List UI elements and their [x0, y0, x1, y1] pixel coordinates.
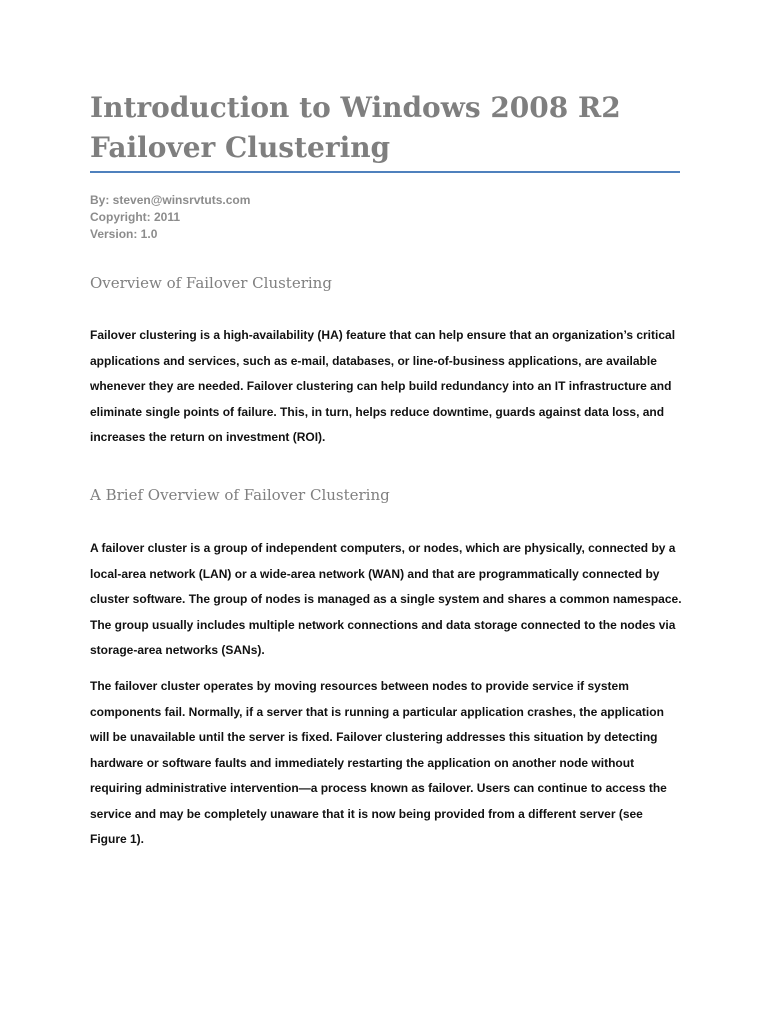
- paragraph-failover-cluster: [90, 536, 690, 664]
- document-meta: [90, 192, 250, 243]
- document-title: [90, 88, 690, 168]
- paragraph-line: service and may be completely unaware that it is now being provided from a different server (see: [90, 806, 643, 821]
- paragraph-line: will be unavailable until the server is fixed. Failover clustering addresses this situation by detecting: [90, 730, 658, 744]
- title-underline: [90, 171, 680, 173]
- paragraph-failover-operation: [90, 674, 690, 853]
- paragraph-line: local-area network (LAN) or a wide-area network (WAN) and that are programmatically connected by: [90, 566, 660, 581]
- paragraph-line: whenever they are needed. Failover clustering can help build redundancy into an IT infrastructure and: [90, 379, 672, 393]
- paragraph-overview: [90, 323, 690, 451]
- paragraph-line: A failover cluster is a group of independent computers, or nodes, which are physically, connected by a: [90, 541, 676, 555]
- paragraph-line: Failover clustering is a high-availability (HA) feature that can help ensure that an organization’s critical: [90, 328, 676, 342]
- paragraph-line: cluster software. The group of nodes is managed as a single system and shares a common namespace.: [90, 592, 682, 606]
- version-line: Version: 1.0: [90, 227, 158, 241]
- paragraph-line: The group usually includes multiple network connections and data storage connected to the nodes via: [90, 617, 676, 632]
- paragraph-line: increases the return on investment (ROI).: [90, 430, 326, 444]
- paragraph-line: requiring administrative intervention—a process known as failover. Users can continue to access the: [90, 781, 667, 795]
- paragraph-line: eliminate single points of failure. This, in turn, helps reduce downtime, guards against data loss, and: [90, 404, 665, 419]
- title-line-1: Introduction to Windows 2008 R2: [90, 91, 621, 124]
- paragraph-line: storage-area networks (SANs).: [90, 643, 265, 657]
- section-heading-overview: Overview of Failover Clustering: [90, 274, 332, 292]
- author-line: By: steven@winsrvtuts.com: [90, 193, 251, 207]
- paragraph-line: applications and services, such as e-mail, databases, or line-of-business applications, are available: [90, 353, 657, 368]
- section-heading-brief-overview: A Brief Overview of Failover Clustering: [90, 486, 390, 504]
- copyright-line: Copyright: 2011: [90, 210, 181, 224]
- paragraph-line: Figure 1).: [90, 832, 145, 846]
- paragraph-line: The failover cluster operates by moving resources between nodes to provide service if system: [90, 679, 629, 693]
- paragraph-line: components fail. Normally, if a server that is running a particular application crashes, the application: [90, 704, 664, 719]
- paragraph-line: hardware or software faults and immediately restarting the application on another node without: [90, 755, 635, 770]
- title-line-2: Failover Clustering: [90, 131, 391, 164]
